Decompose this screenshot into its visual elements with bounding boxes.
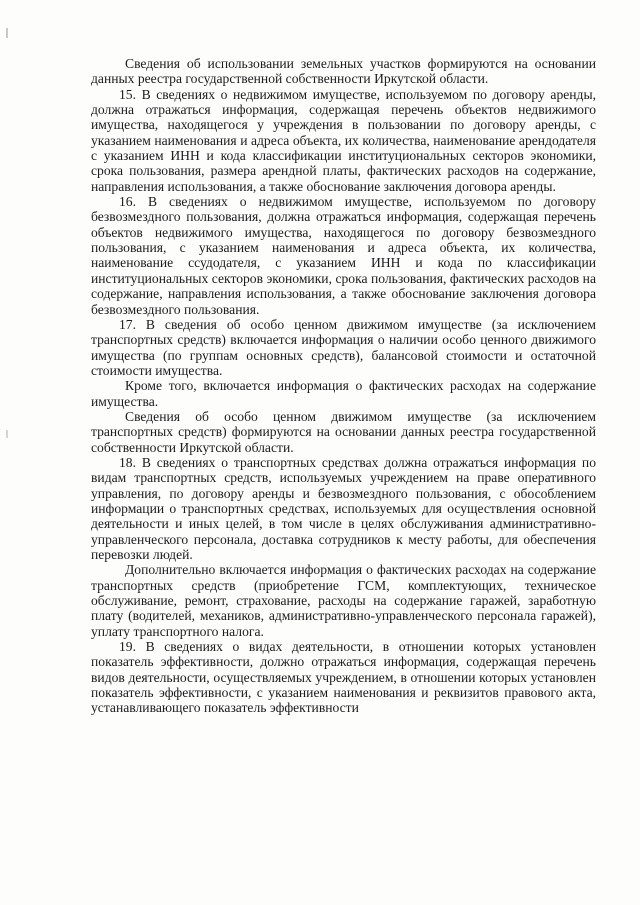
document-body	[91, 56, 596, 716]
paragraph-18-vehicles: 18. В сведениях о транспортных средствах должна отражаться информация по видам транспортных средств, используемых учреждением на праве оперативного управления, по договору аренды и безвозмездного пользования, с обособлением информации о транспортных средствах, используемых для осуществления основной деятельности и иных целей, в том числе в целях обслуживания административно-управленческого персонала, доставка сотрудников к месту работы, для обеспечения перевозки людей.	[91, 454, 596, 562]
scan-edge-mark	[6, 28, 8, 38]
paragraph-18-expenses: Дополнительно включается информация о фактических расходах на содержание транспортных средств (приобретение ГСМ, комплектующих, техническое обслуживание, ремонт, страхование, расходы на содержание гаражей, заработную плату (водителей, механиков, административно-управленческого персонала гаражей), уплату транспортного налога.	[91, 562, 596, 639]
paragraph-land-plots: Сведения об использовании земельных участков формируются на основании данных реестра государственной собственности Иркутской области.	[91, 56, 596, 87]
scan-edge-mark	[6, 430, 8, 438]
paragraph-17-expenses: Кроме того, включается информация о фактических расходах на содержание имущества.	[91, 378, 596, 409]
paragraph-15-lease: 15. В сведениях о недвижимом имуществе, используемом по договору аренды, должна отражаться информация, содержащая перечень объектов недвижимого имущества, находящегося у учреждения в пользовании по договору аренды, с указанием наименования и адреса объекта, их количества, наименование арендодателя с указанием ИНН и кода классификации институциональных секторов экономики, срока пользования, размера арендной платы, фактических расходов на содержание, направления использования, а также обоснование заключения договора аренды.	[91, 86, 596, 194]
paragraph-17-valuable-movable: 17. В сведения об особо ценном движимом имуществе (за исключением транспортных средств) включается информация о наличии особо ценного движимого имущества (по группам основных средств), балансовой стоимости и остаточной стоимости имущества.	[91, 316, 596, 378]
paragraph-17-registry: Сведения об особо ценном движимом имуществе (за исключением транспортных средств) формируются на основании данных реестра государственной собственности Иркутской области.	[91, 408, 596, 455]
paragraph-16-free-use: 16. В сведениях о недвижимом имуществе, используемом по договору безвозмездного пользования, должна отражаться информация, содержащая перечень объектов недвижимого имущества, находящегося по договору безвозмездного пользования, с указанием наименования и адреса объекта, их количества, наименование ссудодателя, с указанием ИНН и кода по классификации институциональных секторов экономики, срока пользования, фактических расходов на содержание, направления использования, а также обоснование заключения договора безвозмездного пользования.	[91, 194, 596, 317]
paragraph-19-activities: 19. В сведениях о видах деятельности, в отношении которых установлен показатель эффективности, должно отражаться информация, содержащая перечень видов деятельности, осуществляемых учреждением, в отношении которых установлен показатель эффективности, с указанием наименования и реквизитов правового акта, устанавливающего показатель эффективности	[91, 639, 596, 716]
